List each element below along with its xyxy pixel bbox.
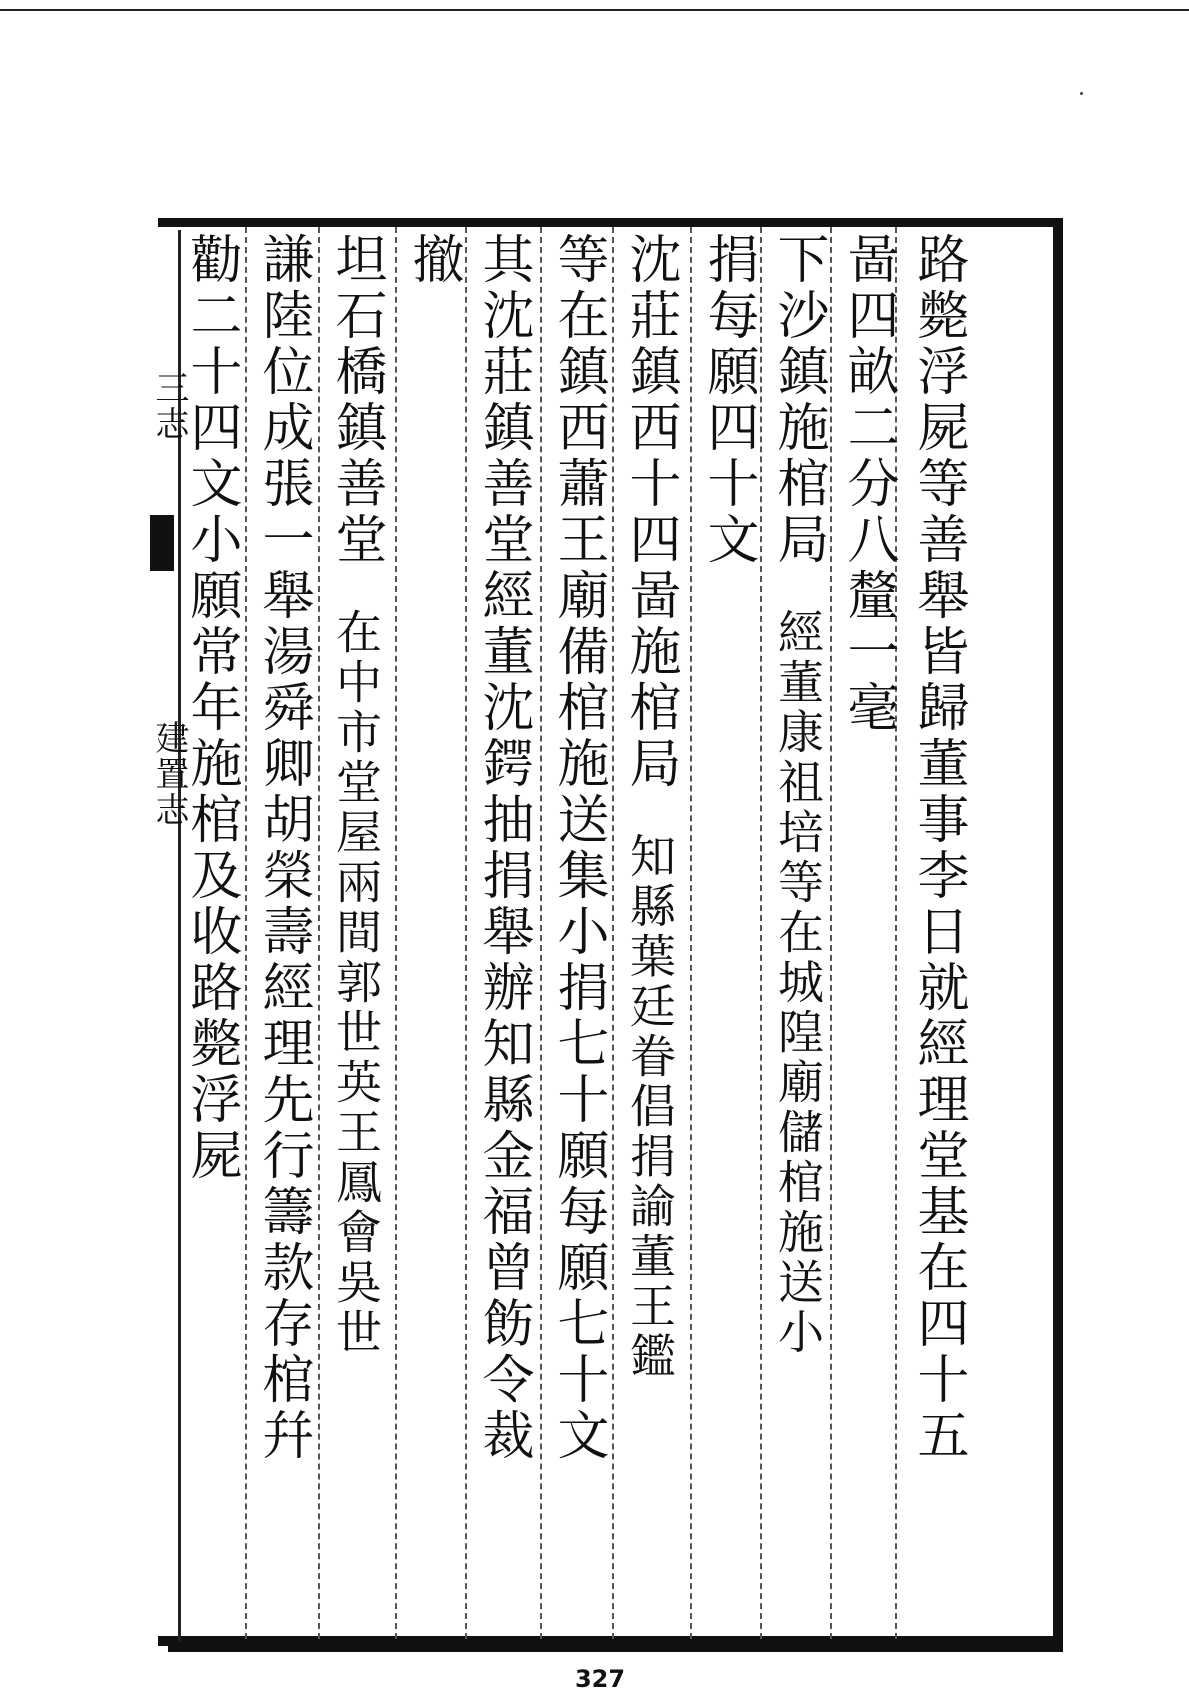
text-column-2: 啚四畝二分八釐一毫: [838, 232, 898, 736]
column-rule: [760, 227, 762, 1639]
inline-note: 在中市堂屋兩間郭世英王鳳會吳世: [329, 608, 383, 1358]
column-rule: [540, 227, 542, 1639]
text-column-8: 撤: [403, 232, 463, 288]
margin-column: [145, 240, 189, 1610]
column-rule: [830, 227, 832, 1639]
text-column-7: 其沈莊鎮善堂經董沈鍔抽捐舉辦知縣金福曾飭令裁: [473, 232, 533, 1464]
bottom-border: [168, 1646, 1063, 1652]
text-column-10: 謙陸位成張一舉湯舜卿胡榮壽經理先行籌款存棺幷: [253, 232, 313, 1464]
column-rule: [245, 227, 247, 1639]
text-column-4: 捐每願四十文: [698, 232, 758, 568]
margin-section: 建置志: [149, 720, 189, 828]
column-rule: [465, 227, 467, 1639]
scan-speck: [1080, 92, 1083, 95]
text-column-3: 下沙鎮施棺局經董康祖培等在城隍廟儲棺施送小: [768, 232, 828, 1358]
inline-note: 知縣葉廷眷倡捐諭董王鑑: [623, 832, 677, 1382]
text-column-1: 路斃浮屍等善舉皆歸董事李日就經理堂基在四十五: [908, 232, 968, 1464]
text-column-6: 等在鎮西蕭王廟備棺施送集小捐七十願每願七十文: [548, 232, 608, 1464]
text-column-11: 勸二十四文小願常年施棺及收路斃浮屍: [181, 232, 241, 1184]
column-rule: [395, 227, 397, 1639]
margin-title: 三志: [149, 370, 189, 442]
column-rule: [318, 227, 320, 1639]
text-column-5: 沈莊鎮西十四啚施棺局知縣葉廷眷倡捐諭董王鑑: [620, 232, 680, 1382]
column-rule: [690, 227, 692, 1639]
inline-note: 經董康祖培等在城隍廟儲棺施送小: [771, 608, 825, 1358]
column-rule: [612, 227, 614, 1639]
page-number: 327: [574, 1665, 626, 1693]
text-column-9: 坦石橋鎮善堂在中市堂屋兩間郭世英王鳳會吳世: [326, 232, 386, 1358]
top-scan-rule: [0, 9, 1189, 11]
fishtail-mark: [150, 515, 174, 571]
